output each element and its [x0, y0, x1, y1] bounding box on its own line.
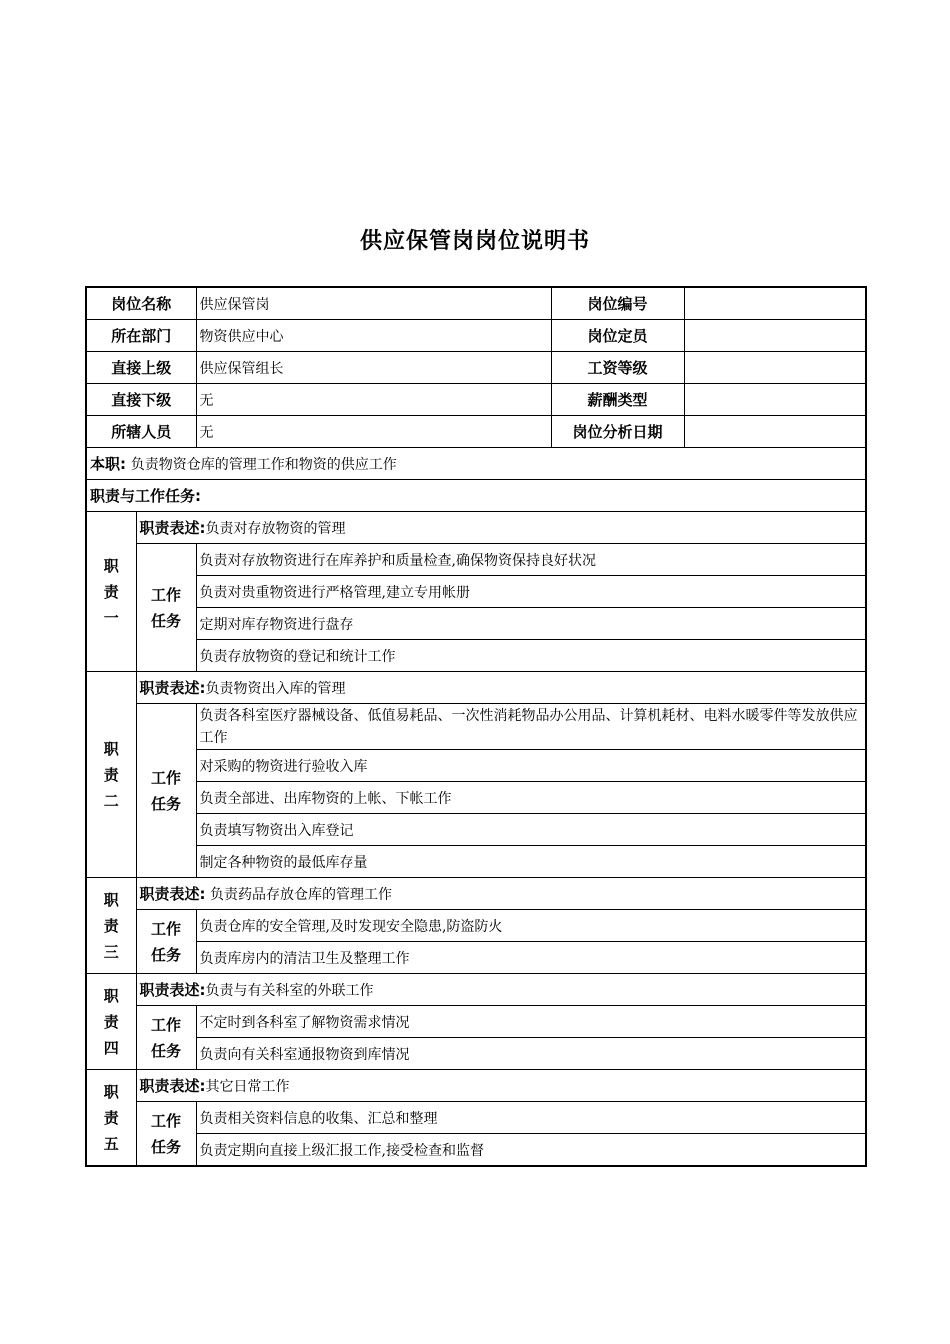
duty-label-char: 责 — [103, 1108, 119, 1127]
duty-statement-cell — [136, 672, 866, 704]
task-item: 负责对存放物资进行在库养护和质量检查,确保物资保持良好状况 — [196, 544, 866, 576]
info-label: 直接下级 — [86, 384, 196, 416]
main-duty-row — [86, 448, 866, 480]
info-value: 供应保管岗 — [196, 287, 551, 320]
task-row — [86, 750, 866, 782]
task-label-line: 工作 — [151, 585, 182, 604]
info-row — [86, 320, 866, 352]
info-label: 直接上级 — [86, 352, 196, 384]
duty-label-char: 职 — [103, 1082, 119, 1101]
duty-statement-text: 负责与有关科室的外联工作 — [205, 983, 374, 999]
duty-statement-cell — [136, 512, 866, 544]
info-label: 岗位定员 — [551, 320, 684, 352]
duty-statement-label: 职责表述: — [139, 519, 206, 537]
info-row — [86, 384, 866, 416]
duty-label-char: 责 — [103, 765, 119, 784]
task-label — [136, 910, 196, 974]
duty-label-char: 责 — [103, 582, 119, 601]
task-label — [136, 1102, 196, 1167]
duty-label-char: 四 — [103, 1038, 119, 1057]
task-label-line: 工作 — [151, 919, 182, 938]
task-item: 负责向有关科室通报物资到库情况 — [196, 1038, 866, 1070]
info-value — [684, 416, 866, 448]
duty-statement-row — [86, 878, 866, 910]
info-value: 无 — [196, 416, 551, 448]
main-duty-cell — [86, 448, 866, 480]
info-label: 所辖人员 — [86, 416, 196, 448]
info-value — [684, 287, 866, 320]
info-value: 供应保管组长 — [196, 352, 551, 384]
task-row — [86, 1038, 866, 1070]
task-label-line: 任务 — [151, 1041, 182, 1060]
duty-statement-text: 其它日常工作 — [205, 1079, 290, 1095]
info-value — [684, 384, 866, 416]
task-item: 负责对贵重物资进行严格管理,建立专用帐册 — [196, 576, 866, 608]
info-value: 物资供应中心 — [196, 320, 551, 352]
task-item: 负责存放物资的登记和统计工作 — [196, 640, 866, 672]
task-label — [136, 704, 196, 878]
duties-header: 职责与工作任务: — [86, 480, 866, 512]
duty-label-char: 职 — [103, 556, 119, 575]
duty-label — [86, 974, 136, 1070]
duty-statement-cell — [136, 974, 866, 1006]
info-label: 所在部门 — [86, 320, 196, 352]
task-label-line: 工作 — [151, 1111, 182, 1130]
task-label-line: 工作 — [151, 1015, 182, 1034]
duty-label-char: 三 — [103, 942, 119, 961]
duty-label-char: 职 — [103, 739, 119, 758]
duties-header-row — [86, 480, 866, 512]
duty-statement-label: 职责表述: — [139, 981, 206, 999]
task-item: 负责全部进、出库物资的上帐、下帐工作 — [196, 782, 866, 814]
task-label-line: 工作 — [151, 768, 182, 787]
duty-label-char: 职 — [103, 890, 119, 909]
duty-label — [86, 672, 136, 878]
task-item: 制定各种物资的最低库存量 — [196, 846, 866, 878]
duty-statement-row — [86, 1070, 866, 1102]
task-row — [86, 576, 866, 608]
main-duty-label: 本职: — [90, 455, 126, 473]
duty-label-char: 责 — [103, 1012, 119, 1031]
duty-statement-label: 职责表述: — [139, 679, 206, 697]
task-row — [86, 910, 866, 942]
task-row — [86, 544, 866, 576]
task-row — [86, 1006, 866, 1038]
task-item: 负责仓库的安全管理,及时发现安全隐患,防盗防火 — [196, 910, 866, 942]
main-duty-text: 负责物资仓库的管理工作和物资的供应工作 — [130, 457, 397, 473]
task-item: 负责库房内的清洁卫生及整理工作 — [196, 942, 866, 974]
info-value — [684, 352, 866, 384]
info-label: 岗位分析日期 — [551, 416, 684, 448]
duty-label — [86, 878, 136, 974]
task-row — [86, 942, 866, 974]
task-item: 不定时到各科室了解物资需求情况 — [196, 1006, 866, 1038]
duty-label — [86, 1070, 136, 1167]
duty-statement-cell — [136, 1070, 866, 1102]
task-row — [86, 782, 866, 814]
duty-label-char: 一 — [103, 608, 119, 627]
info-label: 薪酬类型 — [551, 384, 684, 416]
task-item: 负责定期向直接上级汇报工作,接受检查和监督 — [196, 1134, 866, 1167]
task-label — [136, 544, 196, 672]
info-label: 工资等级 — [551, 352, 684, 384]
duty-label — [86, 512, 136, 672]
info-label: 岗位名称 — [86, 287, 196, 320]
task-row — [86, 846, 866, 878]
info-label: 岗位编号 — [551, 287, 684, 320]
duty-statement-label: 职责表述: — [139, 1077, 206, 1095]
info-row — [86, 416, 866, 448]
duty-statement-text: 负责药品存放仓库的管理工作 — [205, 887, 392, 903]
info-row — [86, 287, 866, 320]
duty-statement-row — [86, 512, 866, 544]
duty-statement-text: 负责物资出入库的管理 — [205, 681, 346, 697]
info-value — [684, 320, 866, 352]
task-row — [86, 640, 866, 672]
task-label-line: 任务 — [151, 794, 182, 813]
duty-statement-row — [86, 974, 866, 1006]
info-row — [86, 352, 866, 384]
task-label-line: 任务 — [151, 1137, 182, 1156]
task-label-line: 任务 — [151, 945, 182, 964]
duty-statement-row — [86, 672, 866, 704]
task-label-line: 任务 — [151, 611, 182, 630]
task-label — [136, 1006, 196, 1070]
document-title: 供应保管岗岗位说明书 — [359, 229, 590, 254]
task-item: 负责相关资料信息的收集、汇总和整理 — [196, 1102, 866, 1134]
info-value: 无 — [196, 384, 551, 416]
task-item: 定期对库存物资进行盘存 — [196, 608, 866, 640]
task-row — [86, 1102, 866, 1134]
task-row — [86, 814, 866, 846]
job-description-table — [85, 286, 867, 1167]
task-row — [86, 1134, 866, 1167]
task-row — [86, 608, 866, 640]
task-item: 对采购的物资进行验收入库 — [196, 750, 866, 782]
duty-label-char: 职 — [103, 986, 119, 1005]
duty-label-char: 五 — [103, 1134, 119, 1153]
task-item: 负责各科室医疗器械设备、低值易耗品、一次性消耗物品办公用品、计算机耗材、电料水暖零件等发放供应工作 — [196, 704, 866, 750]
duty-statement-label: 职责表述: — [139, 885, 206, 903]
duty-label-char: 责 — [103, 916, 119, 935]
task-item: 负责填写物资出入库登记 — [196, 814, 866, 846]
duty-statement-text: 负责对存放物资的管理 — [205, 521, 346, 537]
duty-label-char: 二 — [103, 791, 119, 810]
task-row — [86, 704, 866, 750]
duty-statement-cell — [136, 878, 866, 910]
